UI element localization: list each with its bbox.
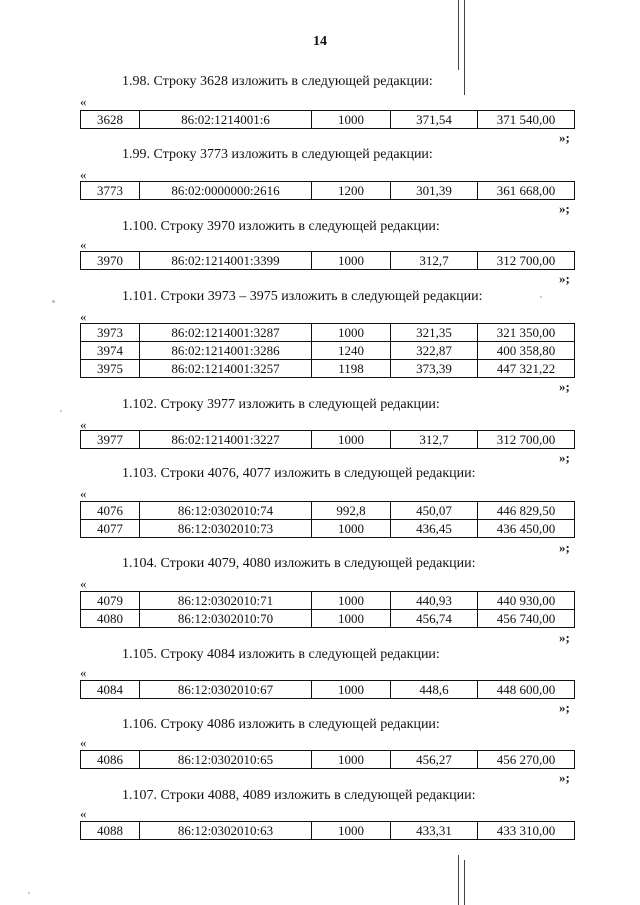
row-number-cell: 3975 bbox=[81, 360, 140, 378]
data-table bbox=[80, 680, 575, 699]
rate-cell: 448,6 bbox=[391, 681, 478, 699]
close-quote: »; bbox=[559, 271, 570, 286]
table-row bbox=[81, 182, 575, 200]
amount-cell: 446 829,50 bbox=[478, 502, 575, 520]
data-table bbox=[80, 501, 575, 538]
open-quote: « bbox=[80, 309, 87, 324]
open-quote: « bbox=[80, 237, 87, 252]
table-row bbox=[81, 111, 575, 129]
amount-cell: 456 740,00 bbox=[478, 610, 575, 628]
area-cell: 992,8 bbox=[312, 502, 391, 520]
area-cell: 1000 bbox=[312, 610, 391, 628]
scan-speck bbox=[540, 296, 542, 298]
rate-cell: 312,7 bbox=[391, 252, 478, 270]
close-quote: »; bbox=[559, 130, 570, 145]
cadastral-number-cell: 86:02:0000000:2616 bbox=[140, 182, 312, 200]
cadastral-number-cell: 86:12:0302010:74 bbox=[140, 502, 312, 520]
table-row bbox=[81, 342, 575, 360]
area-cell: 1000 bbox=[312, 681, 391, 699]
row-number-cell: 4079 bbox=[81, 592, 140, 610]
data-table bbox=[80, 750, 575, 769]
area-cell: 1000 bbox=[312, 822, 391, 840]
section-heading: 1.98. Строку 3628 изложить в следующей редакции: bbox=[122, 74, 433, 89]
rate-cell: 321,35 bbox=[391, 324, 478, 342]
table-row bbox=[81, 324, 575, 342]
open-quote: « bbox=[80, 486, 87, 501]
section-heading: 1.104. Строки 4079, 4080 изложить в следующей редакции: bbox=[122, 556, 476, 571]
amount-cell: 447 321,22 bbox=[478, 360, 575, 378]
row-number-cell: 3773 bbox=[81, 182, 140, 200]
area-cell: 1198 bbox=[312, 360, 391, 378]
open-quote: « bbox=[80, 665, 87, 680]
rate-cell: 456,74 bbox=[391, 610, 478, 628]
cadastral-number-cell: 86:12:0302010:67 bbox=[140, 681, 312, 699]
scan-speck bbox=[52, 300, 55, 303]
amount-cell: 433 310,00 bbox=[478, 822, 575, 840]
amount-cell: 436 450,00 bbox=[478, 520, 575, 538]
open-quote: « bbox=[80, 94, 87, 109]
table-row bbox=[81, 502, 575, 520]
close-quote: »; bbox=[559, 700, 570, 715]
scan-speck bbox=[60, 410, 62, 412]
amount-cell: 321 350,00 bbox=[478, 324, 575, 342]
amount-cell: 312 700,00 bbox=[478, 431, 575, 449]
table-row bbox=[81, 681, 575, 699]
rate-cell: 456,27 bbox=[391, 751, 478, 769]
rate-cell: 433,31 bbox=[391, 822, 478, 840]
row-number-cell: 3977 bbox=[81, 431, 140, 449]
cadastral-number-cell: 86:12:0302010:71 bbox=[140, 592, 312, 610]
section-heading: 1.101. Строки 3973 – 3975 изложить в следующей редакции: bbox=[122, 289, 483, 304]
amount-cell: 440 930,00 bbox=[478, 592, 575, 610]
rate-cell: 322,87 bbox=[391, 342, 478, 360]
cadastral-number-cell: 86:02:1214001:6 bbox=[140, 111, 312, 129]
section-heading: 1.107. Строки 4088, 4089 изложить в следующей редакции: bbox=[122, 788, 476, 803]
cadastral-number-cell: 86:02:1214001:3227 bbox=[140, 431, 312, 449]
table-row bbox=[81, 360, 575, 378]
row-number-cell: 4084 bbox=[81, 681, 140, 699]
table-row bbox=[81, 751, 575, 769]
close-quote: »; bbox=[559, 540, 570, 555]
section-heading: 1.99. Строку 3773 изложить в следующей редакции: bbox=[122, 147, 433, 162]
data-table bbox=[80, 110, 575, 129]
scan-speck bbox=[28, 892, 30, 894]
section-heading: 1.102. Строку 3977 изложить в следующей редакции: bbox=[122, 397, 440, 412]
row-number-cell: 3974 bbox=[81, 342, 140, 360]
cadastral-number-cell: 86:02:1214001:3287 bbox=[140, 324, 312, 342]
scan-artifact-line bbox=[458, 855, 459, 905]
close-quote: »; bbox=[559, 630, 570, 645]
rate-cell: 450,07 bbox=[391, 502, 478, 520]
area-cell: 1000 bbox=[312, 520, 391, 538]
page-number: 14 bbox=[313, 34, 327, 49]
rate-cell: 301,39 bbox=[391, 182, 478, 200]
section-heading: 1.105. Строку 4084 изложить в следующей редакции: bbox=[122, 647, 440, 662]
area-cell: 1200 bbox=[312, 182, 391, 200]
table-row bbox=[81, 252, 575, 270]
rate-cell: 371,54 bbox=[391, 111, 478, 129]
section-heading: 1.106. Строку 4086 изложить в следующей редакции: bbox=[122, 717, 440, 732]
amount-cell: 448 600,00 bbox=[478, 681, 575, 699]
data-table bbox=[80, 251, 575, 270]
open-quote: « bbox=[80, 735, 87, 750]
area-cell: 1000 bbox=[312, 751, 391, 769]
rate-cell: 312,7 bbox=[391, 431, 478, 449]
cadastral-number-cell: 86:02:1214001:3286 bbox=[140, 342, 312, 360]
data-table bbox=[80, 430, 575, 449]
cadastral-number-cell: 86:12:0302010:73 bbox=[140, 520, 312, 538]
rate-cell: 440,93 bbox=[391, 592, 478, 610]
table-row bbox=[81, 610, 575, 628]
cadastral-number-cell: 86:12:0302010:65 bbox=[140, 751, 312, 769]
close-quote: »; bbox=[559, 450, 570, 465]
table-row bbox=[81, 431, 575, 449]
data-table bbox=[80, 181, 575, 200]
area-cell: 1000 bbox=[312, 111, 391, 129]
row-number-cell: 3973 bbox=[81, 324, 140, 342]
close-quote: »; bbox=[559, 201, 570, 216]
section-heading: 1.103. Строки 4076, 4077 изложить в следующей редакции: bbox=[122, 466, 476, 481]
area-cell: 1000 bbox=[312, 592, 391, 610]
section-heading: 1.100. Строку 3970 изложить в следующей редакции: bbox=[122, 219, 440, 234]
row-number-cell: 3970 bbox=[81, 252, 140, 270]
amount-cell: 400 358,80 bbox=[478, 342, 575, 360]
close-quote: »; bbox=[559, 379, 570, 394]
cadastral-number-cell: 86:02:1214001:3257 bbox=[140, 360, 312, 378]
cadastral-number-cell: 86:12:0302010:70 bbox=[140, 610, 312, 628]
area-cell: 1000 bbox=[312, 431, 391, 449]
amount-cell: 371 540,00 bbox=[478, 111, 575, 129]
row-number-cell: 4088 bbox=[81, 822, 140, 840]
open-quote: « bbox=[80, 576, 87, 591]
area-cell: 1240 bbox=[312, 342, 391, 360]
row-number-cell: 4076 bbox=[81, 502, 140, 520]
table-row bbox=[81, 592, 575, 610]
row-number-cell: 4086 bbox=[81, 751, 140, 769]
data-table bbox=[80, 323, 575, 378]
open-quote: « bbox=[80, 417, 87, 432]
area-cell: 1000 bbox=[312, 252, 391, 270]
open-quote: « bbox=[80, 167, 87, 182]
cadastral-number-cell: 86:02:1214001:3399 bbox=[140, 252, 312, 270]
open-quote: « bbox=[80, 806, 87, 821]
data-table bbox=[80, 821, 575, 840]
cadastral-number-cell: 86:12:0302010:63 bbox=[140, 822, 312, 840]
rate-cell: 436,45 bbox=[391, 520, 478, 538]
row-number-cell: 3628 bbox=[81, 111, 140, 129]
amount-cell: 456 270,00 bbox=[478, 751, 575, 769]
area-cell: 1000 bbox=[312, 324, 391, 342]
data-table bbox=[80, 591, 575, 628]
rate-cell: 373,39 bbox=[391, 360, 478, 378]
row-number-cell: 4077 bbox=[81, 520, 140, 538]
row-number-cell: 4080 bbox=[81, 610, 140, 628]
table-row bbox=[81, 520, 575, 538]
amount-cell: 312 700,00 bbox=[478, 252, 575, 270]
table-row bbox=[81, 822, 575, 840]
amount-cell: 361 668,00 bbox=[478, 182, 575, 200]
close-quote: »; bbox=[559, 770, 570, 785]
scan-artifact-line bbox=[464, 860, 465, 905]
